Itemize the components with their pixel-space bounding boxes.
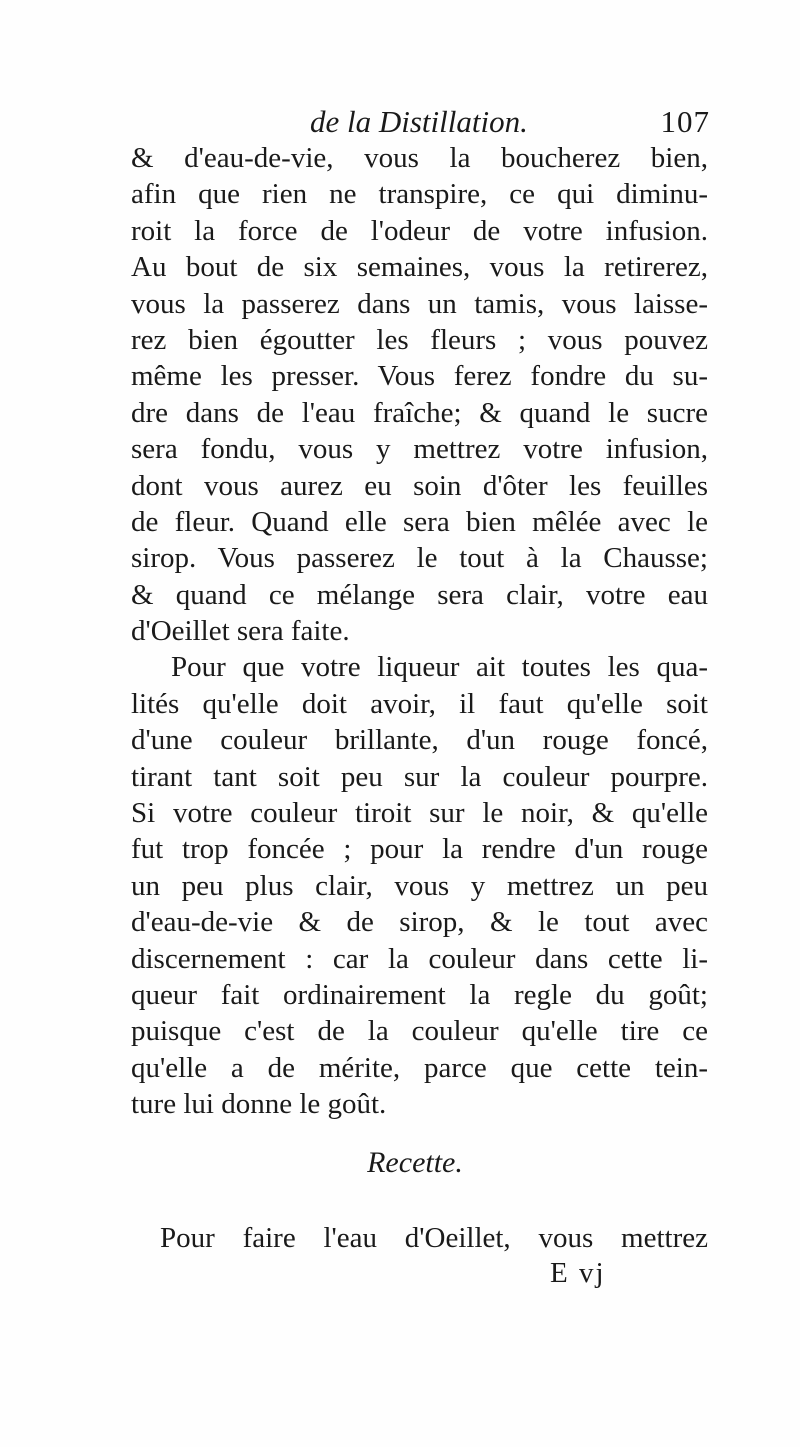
text-line: roit la force de l'odeur de votre infusion. [131, 214, 708, 247]
text-line: sera fondu, vous y mettrez votre infusion, [131, 433, 708, 466]
text-line: & quand ce mélange sera clair, votre eau [131, 578, 708, 611]
text-line: dre dans de l'eau fraîche; & quand le sucre [131, 396, 708, 429]
text-line: même les presser. Vous ferez fondre du su- [131, 360, 708, 393]
text-line: fut trop foncée ; pour la rendre d'un rouge [131, 833, 708, 866]
text-line: ture lui donne le goût. [131, 1088, 387, 1121]
text-line: qu'elle a de mérite, parce que cette tein- [131, 1051, 708, 1084]
running-head [130, 104, 710, 144]
text-line: Pour que votre liqueur ait toutes les qua- [171, 651, 708, 684]
text-line: d'eau-de-vie & de sirop, & le tout avec [131, 906, 708, 939]
text-line: un peu plus clair, vous y mettrez un peu [131, 869, 708, 902]
text-line: puisque c'est de la couleur qu'elle tire ce [131, 1015, 708, 1048]
page-number: 107 [660, 104, 710, 139]
text-line: lités qu'elle doit avoir, il faut qu'elle soit [131, 687, 708, 720]
body-text [131, 140, 708, 1123]
text-line: dont vous aurez eu soin d'ôter les feuilles [131, 469, 708, 502]
text-line: Au bout de six semaines, vous la retirerez, [131, 251, 708, 284]
text-line: Si votre couleur tiroit sur le noir, & qu'elle [131, 797, 708, 830]
text-line: vous la passerez dans un tamis, vous laisse- [131, 287, 708, 320]
text-line: de fleur. Quand elle sera bien mêlée avec le [131, 505, 708, 538]
text-line: discernement : car la couleur dans cette li- [131, 942, 708, 975]
recipe-heading: Recette. [367, 1146, 463, 1179]
text-line: afin que rien ne transpire, ce qui diminu- [131, 178, 708, 211]
text-line: rez bien égoutter les fleurs ; vous pouvez [131, 323, 708, 356]
recipe-first-line: Pour faire l'eau d'Oeillet, vous mettrez [160, 1222, 708, 1254]
running-title: de la Distillation. [310, 104, 528, 139]
text-line: tirant tant soit peu sur la couleur pourpre. [131, 760, 708, 793]
text-line: & d'eau-de-vie, vous la boucherez bien, [131, 142, 708, 174]
text-line: d'une couleur brillante, d'un rouge foncé, [131, 724, 708, 757]
text-line: sirop. Vous passerez le tout à la Chausse; [131, 542, 708, 575]
signature-mark: E vj [550, 1257, 606, 1289]
text-line: queur fait ordinairement la regle du goût; [131, 978, 708, 1011]
text-line: d'Oeillet sera faite. [131, 615, 350, 648]
